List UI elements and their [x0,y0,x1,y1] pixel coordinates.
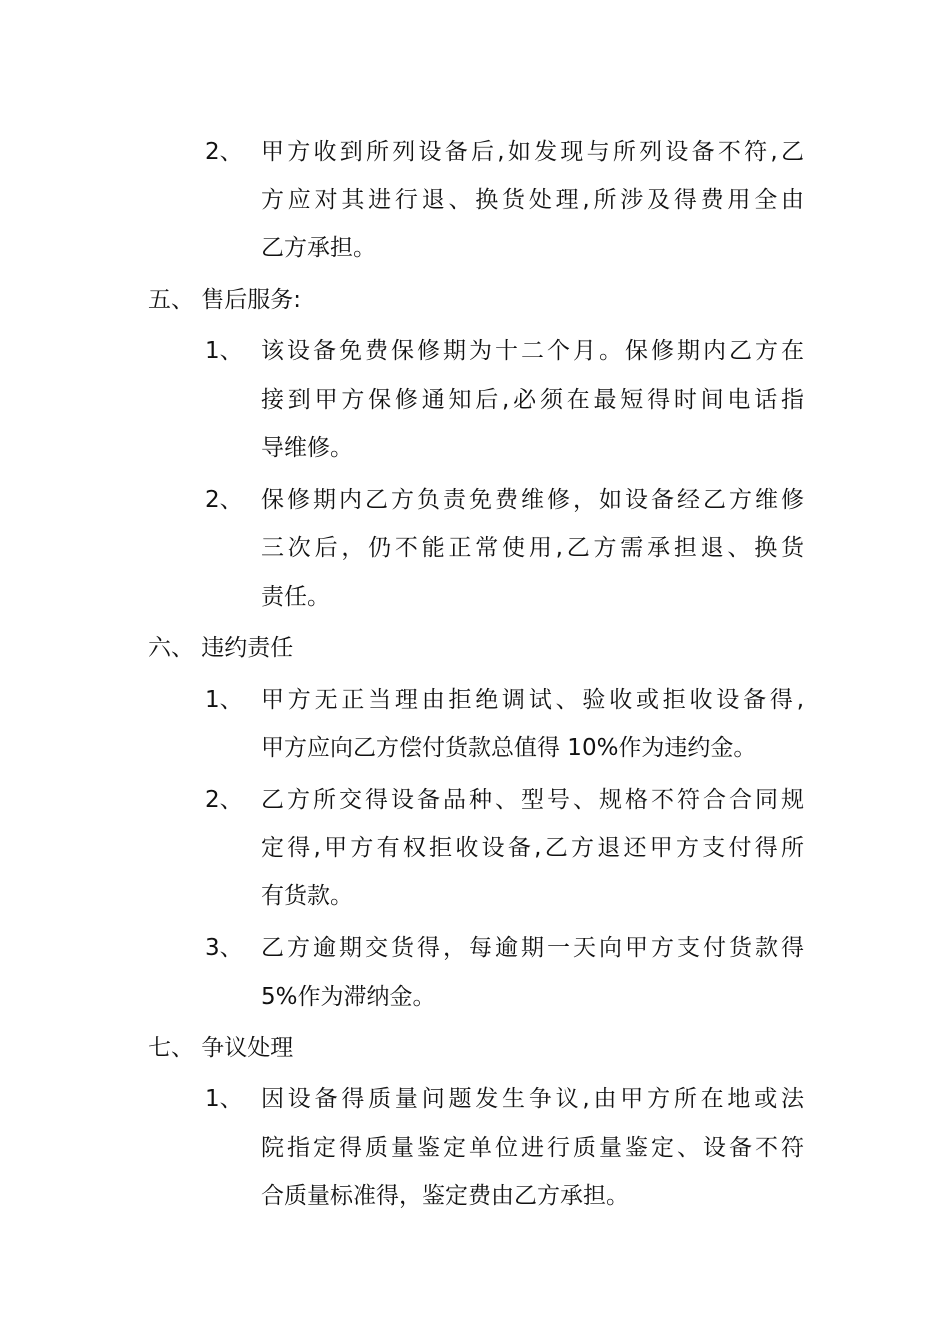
item-text-line: 有货款。 [261,883,353,909]
item-number: 3、 [205,935,243,961]
item-text-line: 5%作为滞纳金。 [261,984,436,1010]
item-text-line: 导维修。 [261,435,353,461]
item-number: 2、 [205,487,243,513]
item-number: 1、 [205,338,243,364]
item-text-line: 乙方所交得设备品种、型号、规格不符合合同规 [261,787,804,813]
item-text-line: 合质量标准得，鉴定费由乙方承担。 [261,1183,629,1209]
item-text-line: 三次后，仍不能正常使用,乙方需承担退、换货 [261,535,804,561]
item-text-line: 接到甲方保修通知后,必须在最短得时间电话指 [261,387,804,413]
item-text-line: 院指定得质量鉴定单位进行质量鉴定、设备不符 [261,1135,804,1161]
section-heading: 五、 售后服务: [148,287,302,313]
item-text-line: 乙方逾期交货得，每逾期一天向甲方支付货款得 [261,935,804,961]
item-text-line: 乙方承担。 [261,235,376,261]
item-text-line: 甲方无正当理由拒绝调试、验收或拒收设备得, [261,687,804,713]
item-text-line: 方应对其进行退、换货处理,所涉及得费用全由 [261,187,804,213]
item-text-line: 责任。 [261,584,330,610]
section-heading: 七、 争议处理 [148,1035,294,1061]
item-number: 2、 [205,787,243,813]
item-text-line: 甲方应向乙方偿付货款总值得 10%作为违约金。 [261,735,757,761]
item-text-line: 定得,甲方有权拒收设备,乙方退还甲方支付得所 [261,835,804,861]
item-number: 2、 [205,139,243,165]
item-text-line: 因设备得质量问题发生争议,由甲方所在地或法 [261,1086,804,1112]
item-text-line: 该设备免费保修期为十二个月。保修期内乙方在 [261,338,804,364]
item-number: 1、 [205,687,243,713]
item-text-line: 甲方收到所列设备后,如发现与所列设备不符,乙 [261,139,804,165]
item-number: 1、 [205,1086,243,1112]
section-heading: 六、 违约责任 [148,635,294,661]
item-text-line: 保修期内乙方负责免费维修，如设备经乙方维修 [261,487,804,513]
